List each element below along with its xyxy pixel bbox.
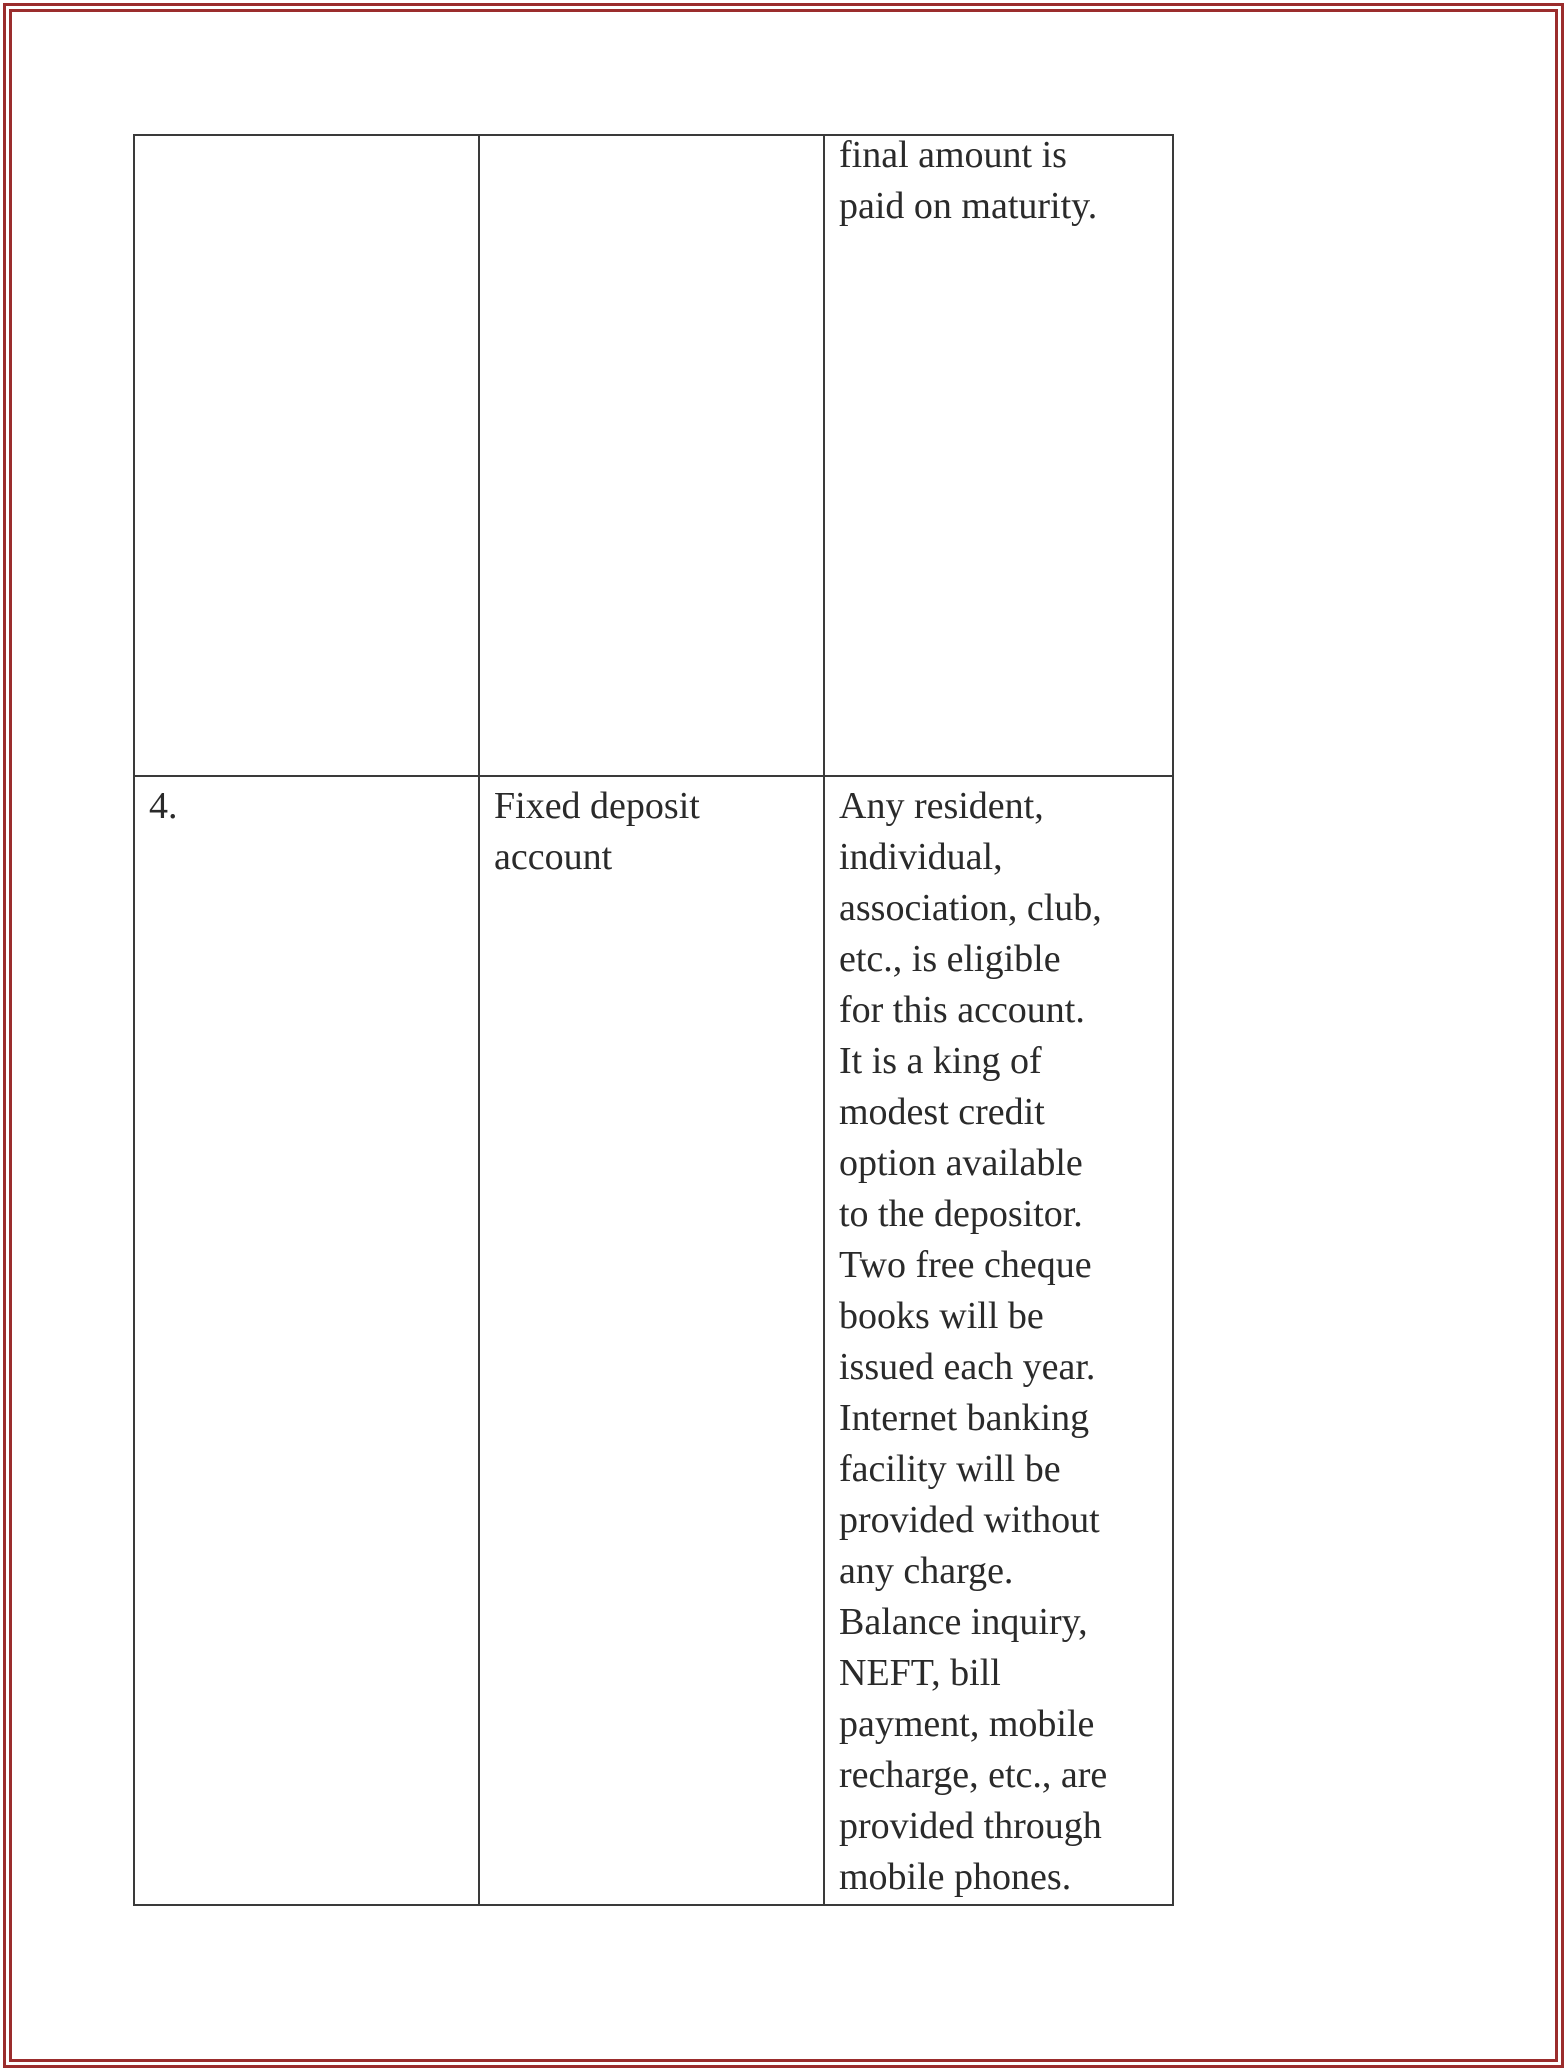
- account-type-cell: [479, 776, 824, 1905]
- description-text: Any resident, individual, association, club, etc., is eligible for this account. It is a king of modest credit option available to the depositor. Two free cheque books will be issued each year. Internet banking facility will be provided without any charge. Balance inquiry, NEFT, bill payment, mobile recharge, etc., are provided through mobile phones.: [839, 785, 1108, 1898]
- description-cell: [824, 776, 1173, 1905]
- table-row: [134, 776, 1173, 1905]
- description-cell: [824, 135, 1173, 776]
- serial-number-cell: [134, 776, 479, 1905]
- table-row: [134, 135, 1173, 776]
- account-type-cell: [479, 135, 824, 776]
- account-type: Fixed deposit account: [494, 785, 700, 878]
- description-text: final amount is paid on maturity.: [839, 134, 1098, 227]
- serial-number: 4.: [149, 785, 178, 827]
- serial-number-cell: [134, 135, 479, 776]
- account-types-table: [133, 134, 1174, 1906]
